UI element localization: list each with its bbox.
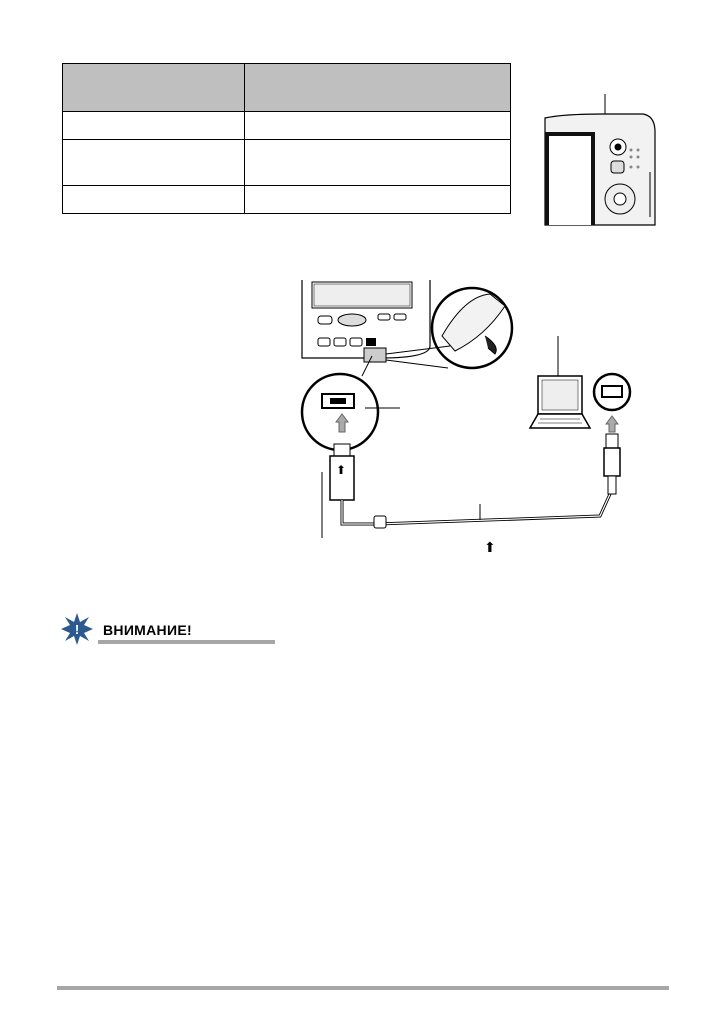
footer-rule [57,986,669,990]
usb-a-plug-tip [606,434,618,448]
table-cell [63,186,245,214]
table-header-row [63,64,511,112]
leader-line [386,360,448,368]
camera-back-thumbnail [543,92,658,227]
laptop-illustration [530,336,590,428]
mode-button [611,161,624,173]
svg-text:!: ! [74,622,80,637]
table-cell [63,112,245,140]
camera-screen-inner [549,136,591,225]
insert-arrow-icon [606,416,618,432]
camera-illustration [302,280,430,362]
ferrite-core [374,516,386,528]
usb-connection-illustration [290,276,650,558]
usb-port-slot [330,398,346,404]
usb-a-plug [604,448,620,476]
settings-table [62,63,511,214]
table-header-cell [63,64,245,112]
caution-underline [98,640,275,644]
table-cell [245,112,511,140]
usb-a-plug-strain [608,476,616,494]
pc-usb-port [602,386,622,397]
caution-title: ВНИМАНИЕ! [103,622,192,638]
usb-plug-tip [334,444,350,456]
table-header-cell [245,64,511,112]
usb-port-detail [302,374,378,450]
caution-heading [60,612,220,646]
table-cell [245,186,511,214]
table-cell [63,140,245,186]
table-cell [245,140,511,186]
ok-button [614,193,626,205]
record-dot [615,144,622,151]
plug-arrow-icon: ⬆ [336,463,347,477]
table-row [63,140,511,186]
plug-arrow-icon: ⬆ [484,539,496,555]
table-row [63,112,511,140]
table-row [63,186,511,214]
caution-burst-icon [60,612,94,646]
